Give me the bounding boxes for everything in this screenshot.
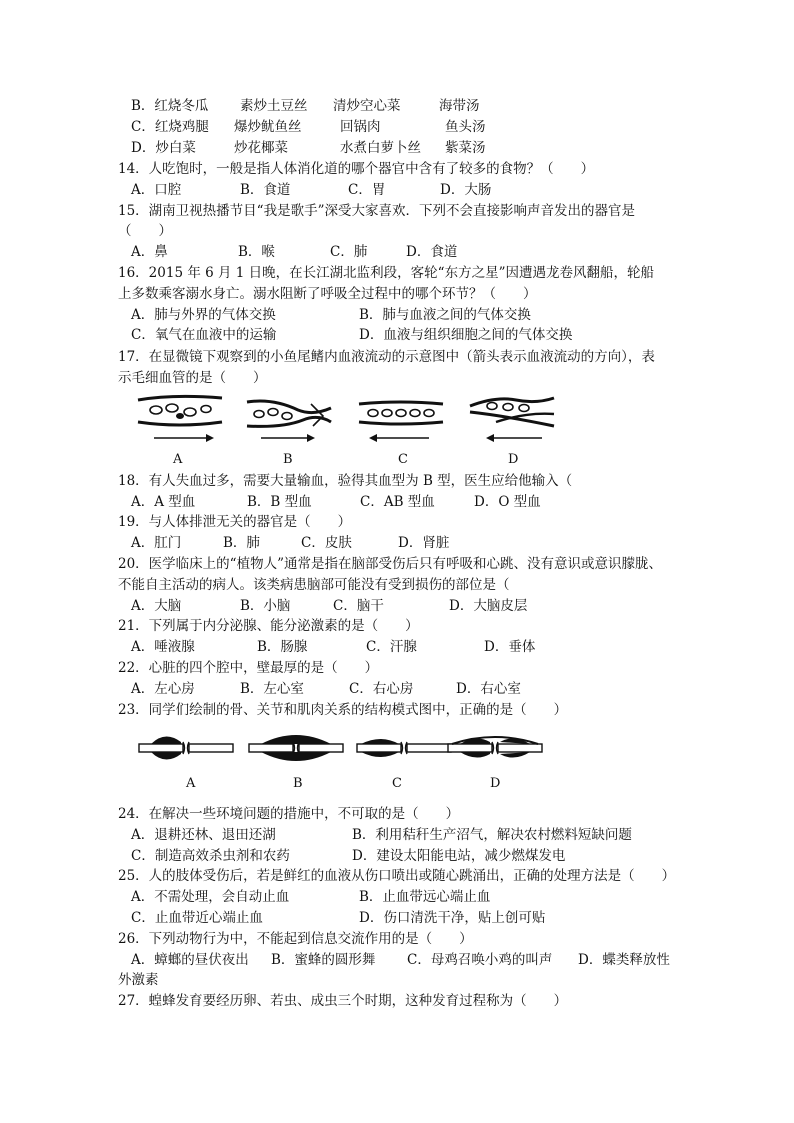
- q14-option-a: A．口腔: [131, 182, 182, 198]
- q25-stem: 25．人的肢体受伤后，若是鲜红的血液从伤口喷出或随心跳涌出，正确的处理方法是（ ）: [118, 868, 676, 884]
- q21-option-d: D．垂体: [484, 639, 536, 655]
- q18-option-a: A．A 型血: [131, 494, 196, 510]
- q18-option-d: D．O 型血: [474, 494, 541, 510]
- figure-label-d: D: [508, 452, 519, 467]
- q24-option-b: B．利用秸秆生产沼气，解决农村燃料短缺问题: [352, 827, 632, 843]
- q25-option-b: B．止血带远心端止血: [359, 889, 491, 905]
- q16-option-c: C．氧气在血液中的运输: [131, 327, 277, 343]
- q13-option-d-4: 紫菜汤: [445, 140, 486, 156]
- q24-option-a: A．退耕还林、退田还湖: [131, 827, 276, 843]
- q16-stem-2: 上多数乘客溺水身亡。溺水阻断了呼吸全过程中的哪个环节？（ ）: [118, 286, 537, 302]
- q17-stem: 17．在显微镜下观察到的小鱼尾鳍内血液流动的示意图中（箭头表示血液流动的方向），表: [118, 349, 655, 365]
- q22-stem: 22．心脏的四个腔中，壁最厚的是（ ）: [118, 660, 379, 676]
- figure-label-a: A: [186, 776, 196, 791]
- q18-stem: 18．有人失血过多，需要大量输血，验得其血型为 B 型，医生应给他输入（: [118, 473, 573, 489]
- blood-flow-diagram-d: [466, 392, 560, 444]
- q16-stem: 16．2015 年 6 月 1 日晚，在长江湖北监利段，客轮“东方之星”因遭遇龙卷风翻船，轮船: [118, 265, 654, 281]
- q25-option-c: C．止血带近心端止血: [131, 910, 263, 926]
- q20-stem: 20．医学临床上的“植物人”通常是指在脑部受伤后只有呼吸和心跳、没有意识或意识朦胧、: [118, 556, 662, 572]
- bone-muscle-diagram-d: [446, 728, 544, 768]
- q13-option-c-3: 回锅肉: [340, 119, 381, 135]
- bone-muscle-diagram-b: [247, 728, 345, 768]
- q18-option-c: C．AB 型血: [360, 494, 435, 510]
- bone-muscle-diagram-a: [137, 728, 235, 768]
- q19-option-b: B．肺: [223, 535, 260, 551]
- q26-option-d: D．蝶类释放性: [578, 952, 670, 968]
- q13-option-c: C．红烧鸡腿: [131, 119, 209, 135]
- q20-option-d: D．大脑皮层: [449, 598, 528, 614]
- q13-option-b-2: 素炒土豆丝: [240, 98, 308, 114]
- q16-option-b: B．肺与血液之间的气体交换: [359, 307, 531, 323]
- q13-option-b: B．红烧冬瓜: [131, 98, 209, 114]
- q19-stem: 19．与人体排泄无关的器官是（ ）: [118, 514, 352, 530]
- q20-option-c: C．脑干: [333, 598, 384, 614]
- q22-option-c: C．右心房: [349, 681, 414, 697]
- q16-option-a: A．肺与外界的气体交换: [131, 307, 276, 323]
- q14-option-d: D．大肠: [440, 182, 492, 198]
- q25-option-d: D．伤口清洗干净，贴上创可贴: [359, 910, 546, 926]
- q14-option-b: B．食道: [240, 182, 291, 198]
- q26-option-d-continued: 外激素: [118, 972, 159, 988]
- q13-option-b-4: 海带汤: [439, 98, 480, 114]
- q22-option-d: D．右心室: [456, 681, 521, 697]
- q13-option-b-3: 清炒空心菜: [333, 98, 401, 114]
- q26-option-b: B．蜜蜂的圆形舞: [271, 952, 376, 968]
- q13-option-d: D．炒白菜: [131, 140, 196, 156]
- q20-stem-2: 不能自主活动的病人。该类病患脑部可能没有受到损伤的部位是（: [118, 577, 510, 593]
- q15-stem-2: （ ）: [118, 223, 172, 239]
- blood-flow-diagram-c: [355, 392, 449, 444]
- q19-option-d: D．肾脏: [398, 535, 450, 551]
- q21-option-c: C．汗腺: [366, 639, 417, 655]
- q13-option-d-2: 炒花椰菜: [234, 140, 288, 156]
- q21-option-a: A．唾液腺: [131, 639, 195, 655]
- q19-option-c: C．皮肤: [301, 535, 352, 551]
- q26-option-a: A．蟑螂的昼伏夜出: [131, 952, 249, 968]
- q15-option-a: A．鼻: [131, 244, 168, 260]
- figure-label-b: B: [293, 776, 303, 791]
- bone-muscle-diagram-c: [355, 728, 453, 768]
- q22-option-b: B．左心室: [240, 681, 304, 697]
- q15-option-b: B．喉: [238, 244, 275, 260]
- q21-option-b: B．肠腺: [257, 639, 308, 655]
- blood-flow-diagram-a: [134, 392, 228, 444]
- q27-stem: 27．蝗蜂发育要经历卵、若虫、成虫三个时期，这种发育过程称为（ ）: [118, 993, 568, 1009]
- q13-option-c-2: 爆炒鱿鱼丝: [234, 119, 302, 135]
- q25-option-a: A．不需处理，会自动止血: [131, 889, 290, 905]
- q21-stem: 21．下列属于内分泌腺、能分泌激素的是（ ）: [118, 618, 419, 634]
- q18-option-b: B．B 型血: [247, 494, 312, 510]
- q19-option-a: A．肛门: [131, 535, 182, 551]
- figure-label-d: D: [490, 776, 501, 791]
- q14-option-c: C．胃: [348, 182, 386, 198]
- q23-stem: 23．同学们绘制的骨、关节和肌肉关系的结构模式图中，正确的是（ ）: [118, 702, 568, 718]
- q24-option-c: C．制造高效杀虫剂和农药: [131, 848, 290, 864]
- q15-option-c: C．肺: [330, 244, 368, 260]
- q24-stem: 24．在解决一些环境问题的措施中，不可取的是（ ）: [118, 806, 460, 822]
- q13-option-d-3: 水煮白萝卜丝: [340, 140, 421, 156]
- q15-option-d: D．食道: [406, 244, 458, 260]
- q14-stem: 14．人吃饱时，一般是指人体消化道的哪个器官中含有了较多的食物？（ ）: [118, 161, 595, 177]
- q20-option-b: B．小脑: [240, 598, 291, 614]
- figure-label-a: A: [173, 452, 183, 467]
- q16-option-d: D．血液与组织细胞之间的气体交换: [359, 327, 573, 343]
- figure-label-c: C: [392, 776, 402, 791]
- figure-label-c: C: [398, 452, 408, 467]
- q13-option-c-4: 鱼头汤: [445, 119, 486, 135]
- q15-stem: 15．湖南卫视热播节目“我是歌手”深受大家喜欢．下列不会直接影响声音发出的器官是: [118, 203, 635, 219]
- q24-option-d: D．建设太阳能电站，减少燃煤发电: [352, 848, 566, 864]
- q20-option-a: A．大脑: [131, 598, 182, 614]
- q26-option-c: C．母鸡召唤小鸡的叫声: [407, 952, 553, 968]
- q22-option-a: A．左心房: [131, 681, 195, 697]
- q17-stem-2: 示毛细血管的是（ ）: [118, 370, 267, 386]
- figure-label-b: B: [283, 452, 293, 467]
- q26-stem: 26．下列动物行为中，不能起到信息交流作用的是（ ）: [118, 931, 473, 947]
- blood-flow-diagram-b: [243, 392, 337, 444]
